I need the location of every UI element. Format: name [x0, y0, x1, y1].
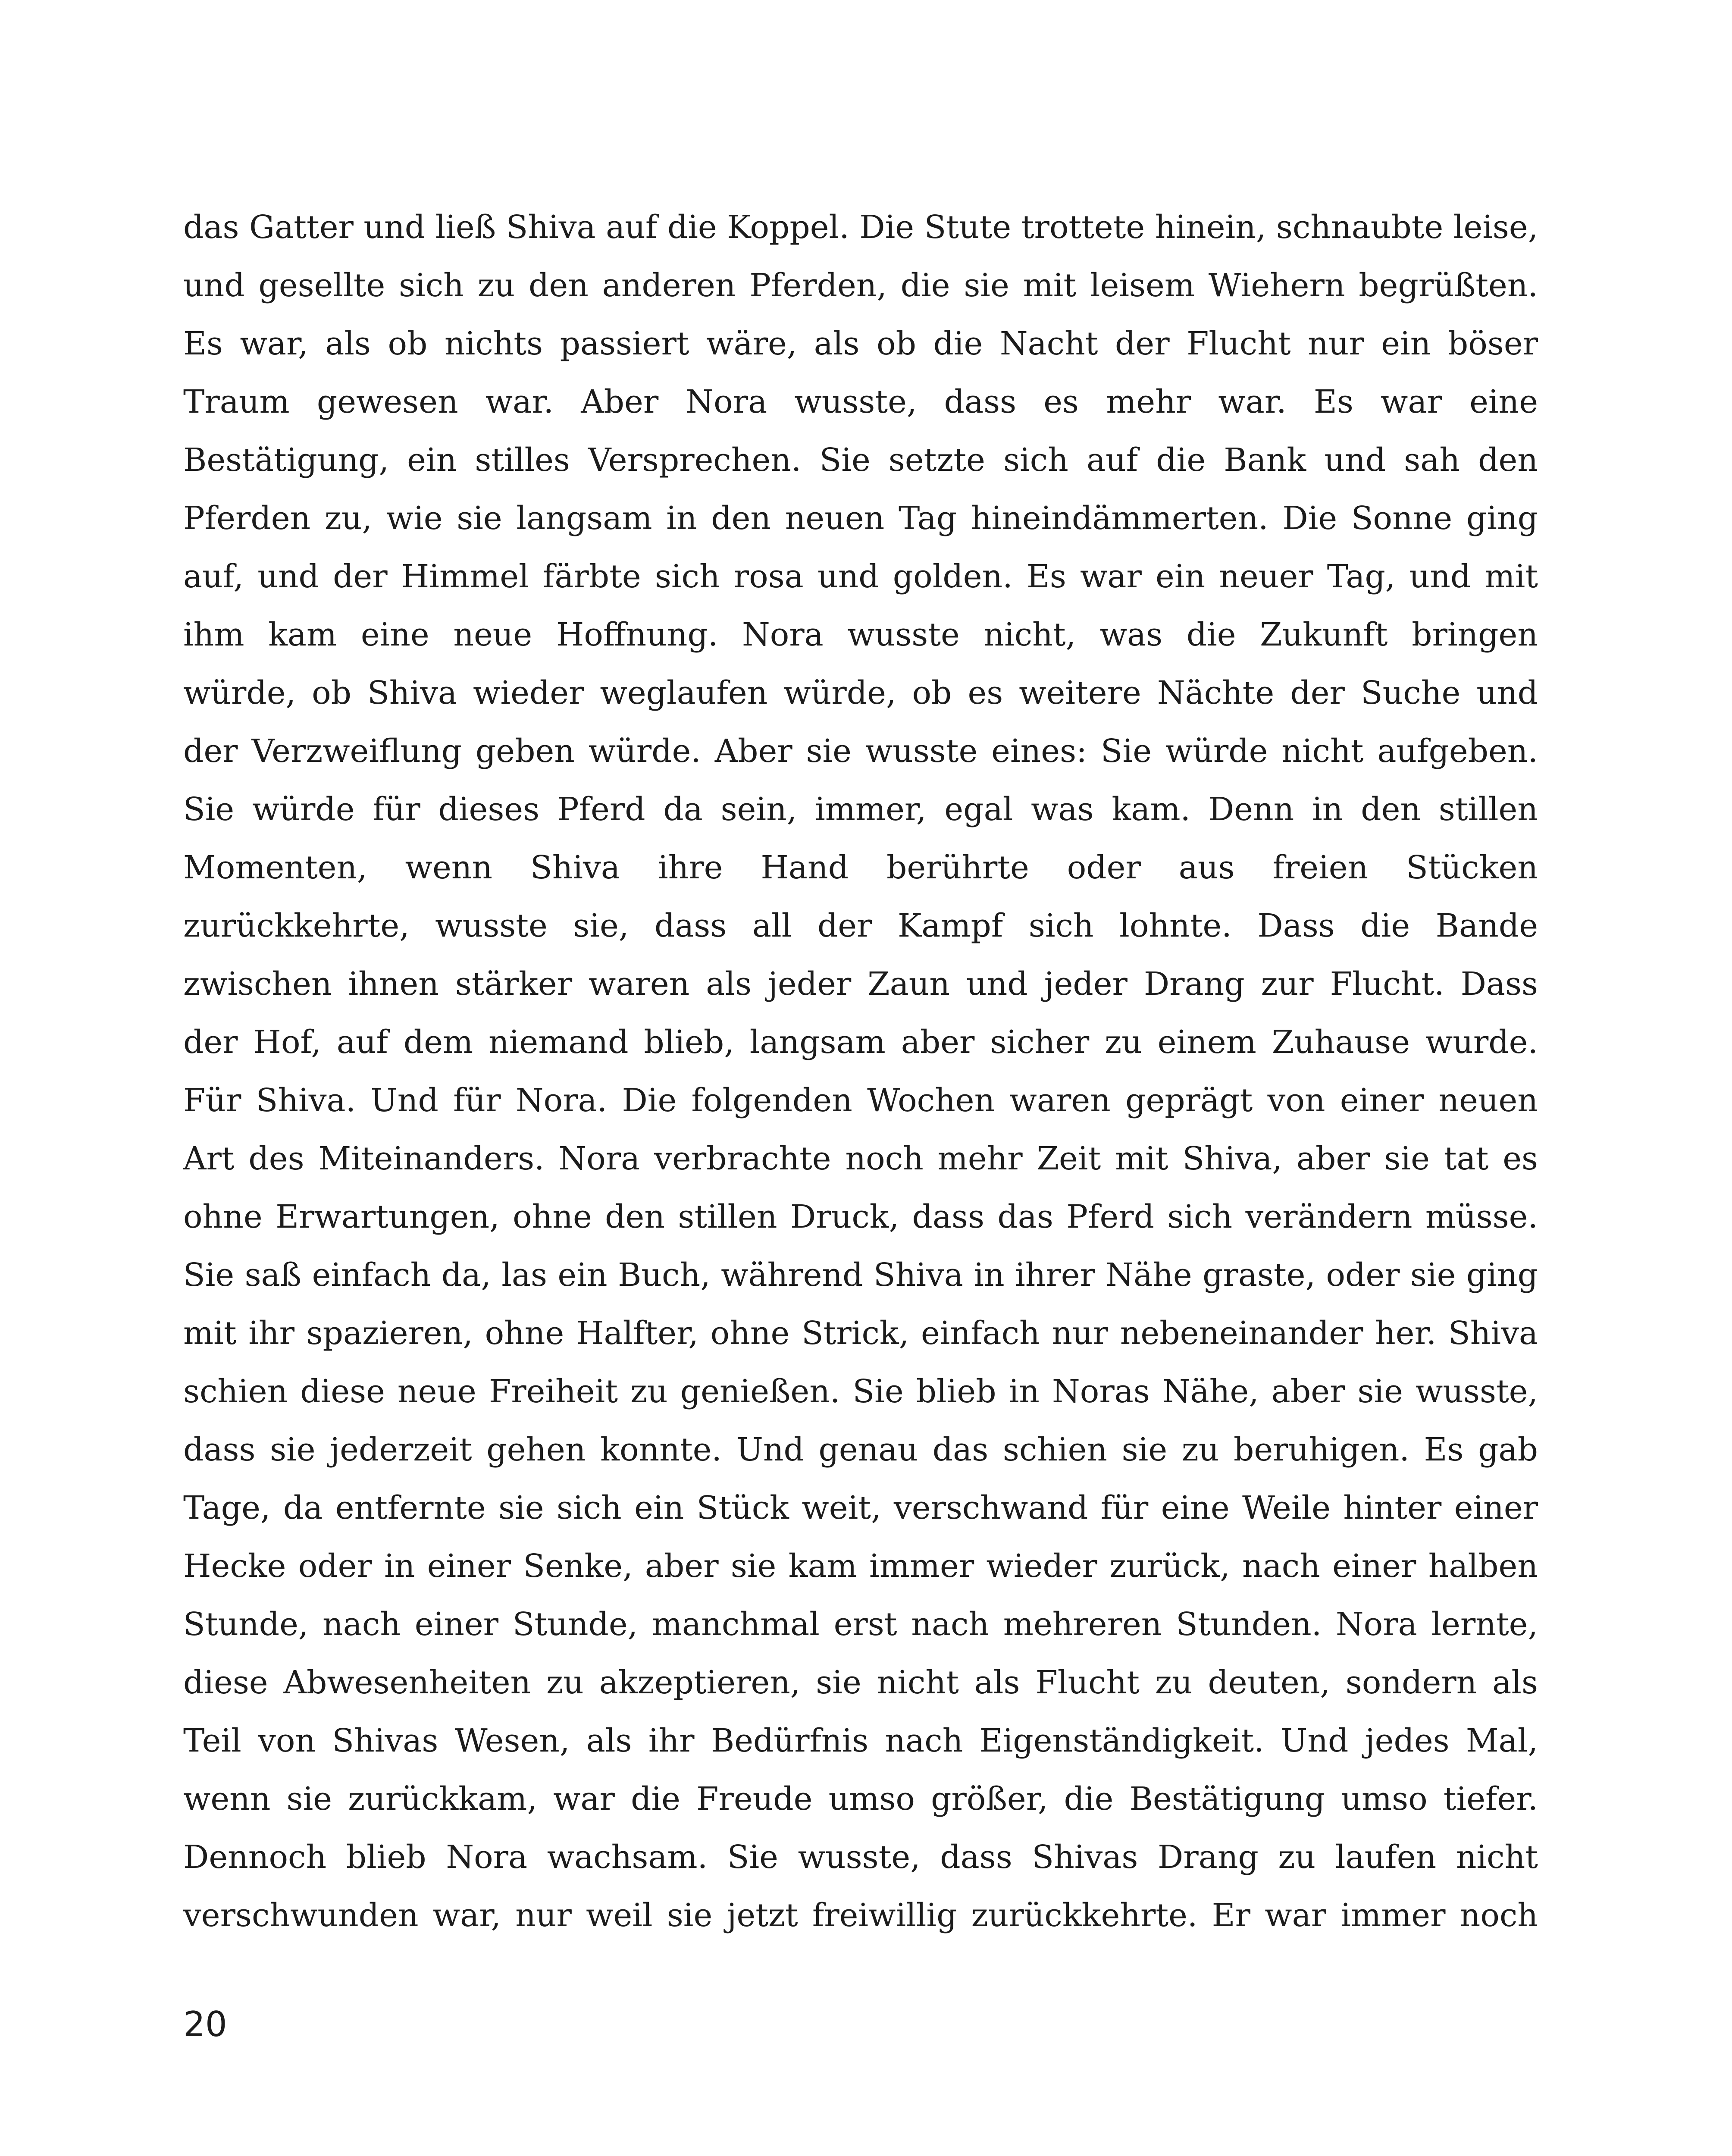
text-line: schien diese neue Freiheit zu genießen. Sie blieb in Noras Nähe, aber sie wusste,: [183, 1373, 1538, 1410]
text-line: zwischen ihnen stärker waren als jeder Zaun und jeder Drang zur Flucht. Dass: [183, 965, 1538, 1003]
text-line: zurückkehrte, wusste sie, dass all der Kampf sich lohnte. Dass die Bande: [183, 907, 1538, 944]
text-line: ohne Erwartungen, ohne den stillen Druck, dass das Pferd sich verändern müsse.: [183, 1198, 1538, 1235]
text-line: das Gatter und ließ Shiva auf die Koppel. Die Stute trottete hinein, schnaubte leise,: [183, 209, 1538, 246]
text-line: Sie saß einfach da, las ein Buch, während Shiva in ihrer Nähe graste, oder sie ging: [183, 1257, 1538, 1294]
text-line: mit ihr spazieren, ohne Halfter, ohne Strick, einfach nur nebeneinander her. Shiva: [183, 1315, 1538, 1352]
text-line: würde, ob Shiva wieder weglaufen würde, ob es weitere Nächte der Suche und: [183, 674, 1538, 711]
page-number: 20: [183, 2004, 227, 2044]
text-line: der Hof, auf dem niemand blieb, langsam aber sicher zu einem Zuhause wurde.: [183, 1024, 1538, 1061]
text-line: Momenten, wenn Shiva ihre Hand berührte oder aus freien Stücken: [183, 849, 1538, 886]
body-text: [183, 198, 1538, 1945]
text-line: und gesellte sich zu den anderen Pferden, die sie mit leisem Wiehern begrüßten.: [183, 267, 1538, 304]
text-line: Stunde, nach einer Stunde, manchmal erst nach mehreren Stunden. Nora lernte,: [183, 1606, 1538, 1643]
text-line: auf, und der Himmel färbte sich rosa und golden. Es war ein neuer Tag, und mit: [183, 558, 1538, 595]
text-line: Dennoch blieb Nora wachsam. Sie wusste, dass Shivas Drang zu laufen nicht: [183, 1839, 1538, 1876]
text-line: ihm kam eine neue Hoffnung. Nora wusste nicht, was die Zukunft bringen: [183, 616, 1538, 653]
text-line: Sie würde für dieses Pferd da sein, immer, egal was kam. Denn in den stillen: [183, 791, 1538, 828]
text-line: Hecke oder in einer Senke, aber sie kam immer wieder zurück, nach einer halben: [183, 1548, 1538, 1585]
text-line: Bestätigung, ein stilles Versprechen. Sie setzte sich auf die Bank und sah den: [183, 442, 1538, 479]
text-line: diese Abwesenheiten zu akzeptieren, sie nicht als Flucht zu deuten, sondern als: [183, 1664, 1538, 1701]
text-line: Teil von Shivas Wesen, als ihr Bedürfnis nach Eigenständigkeit. Und jedes Mal,: [183, 1722, 1538, 1759]
text-line: Art des Miteinanders. Nora verbrachte noch mehr Zeit mit Shiva, aber sie tat es: [183, 1140, 1538, 1177]
text-line: Es war, als ob nichts passiert wäre, als ob die Nacht der Flucht nur ein böser: [183, 325, 1538, 362]
text-line: Tage, da entfernte sie sich ein Stück weit, verschwand für eine Weile hinter einer: [183, 1489, 1538, 1526]
text-line: verschwunden war, nur weil sie jetzt freiwillig zurückkehrte. Er war immer noch: [183, 1897, 1538, 1934]
text-line: Für Shiva. Und für Nora. Die folgenden Wochen waren geprägt von einer neuen: [183, 1082, 1538, 1119]
text-line: dass sie jederzeit gehen konnte. Und genau das schien sie zu beruhigen. Es gab: [183, 1431, 1538, 1468]
text-line: Pferden zu, wie sie langsam in den neuen Tag hineindämmerten. Die Sonne ging: [183, 500, 1538, 537]
text-line: Traum gewesen war. Aber Nora wusste, dass es mehr war. Es war eine: [183, 383, 1538, 420]
text-line: der Verzweiflung geben würde. Aber sie wusste eines: Sie würde nicht aufgeben.: [183, 733, 1538, 770]
text-line: wenn sie zurückkam, war die Freude umso größer, die Bestätigung umso tiefer.: [183, 1780, 1538, 1818]
